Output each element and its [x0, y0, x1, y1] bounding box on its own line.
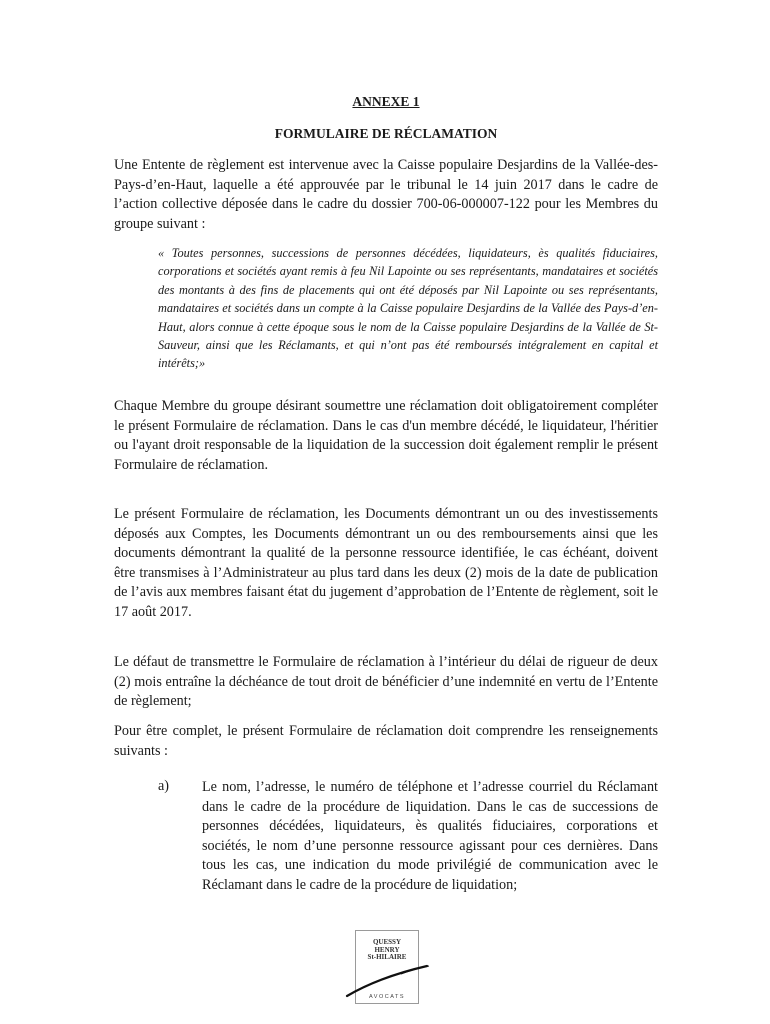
documents-paragraph: Le présent Formulaire de réclamation, les Documents démontrant un ou des investissements déposés aux Comptes, les Documents démontrant un ou des remboursements ainsi que les documents démontrant la qualité de la personne ressource identifiée, le cas échéant, doivent être transmises à l’Administrateur au plus tard dans les deux (2) mois de la date de publication de l’avis aux membres faisant état du jugement d’approbation de l’Entente de règlement, soit le 17 août 2017.: [114, 506, 658, 620]
complete-paragraph: Pour être complet, le présent Formulaire de réclamation doit comprendre les renseignements suivants :: [114, 723, 658, 759]
default-paragraph: Le défaut de transmettre le Formulaire de réclamation à l’intérieur du délai de rigueur de deux (2) mois entraîne la déchéance de tout droit de bénéficier d’une indemnité en vertu de l’Entente de règlement;: [114, 654, 658, 710]
form-title: FORMULAIRE DE RÉCLAMATION: [274, 126, 498, 141]
annex-heading: ANNEXE 1: [352, 94, 420, 109]
firm-logo: [341, 930, 431, 1006]
logo-tagline: AVOCATS: [369, 994, 405, 1000]
member-paragraph: Chaque Membre du groupe désirant soumettre une réclamation doit obligatoirement compléter le présent Formulaire de réclamation. Dans le cas d'un membre décédé, le liquidateur, l'héritier ou l'ayant droit responsable de la liquidation de la succession doit également remplir le présent Formulaire de réclamation.: [114, 398, 658, 473]
intro-paragraph: Une Entente de règlement est intervenue avec la Caisse populaire Desjardins de la Vallée-des-Pays-d’en-Haut, laquelle a été approuvée par le tribunal le 14 juin 2017 dans le cadre de l’action collective déposée dans le cadre du dossier 700-06-000007-122 pour les Membres du groupe suivant :: [114, 157, 658, 232]
list-item-label-a: a): [158, 778, 170, 794]
logo-firm-name: QUESSY HENRY St-HILAIRE: [367, 938, 407, 961]
group-definition-quote: « Toutes personnes, successions de personnes décédées, liquidateurs, ès qualités fiduciaires, corporations et sociétés ayant remis à feu Nil Lapointe ou ses représentants, mandataires et sociétés des montants à des fins de placements qui ont été déposés par Nil Lapointe ou ses représentants, mandataires et sociétés dans un compte à la Caisse populaire Desjardins de la Vallée des Pays-d’en-Haut, alors connue à cette époque sous le nom de la Caisse populaire Desjardins de la Vallée de St-Sauveur, ainsi que les Réclamants, et qui n’ont pas été remboursés intégralement en capital et intérêts;»: [158, 246, 658, 371]
list-item-text-a: Le nom, l’adresse, le numéro de téléphone et l’adresse courriel du Réclamant dans le cadre de la procédure de liquidation. Dans le cas de successions de personnes décédées, liquidateurs, ès qualités fiduciaires, corporations et sociétés, le nom d’une personne ressource agissant pour ces dernières. Dans tous les cas, une indication du mode privilégié de communication avec le Réclamant dans le cadre de la procédure de liquidation;: [202, 779, 658, 893]
logo-swoosh-icon: [341, 930, 431, 1006]
